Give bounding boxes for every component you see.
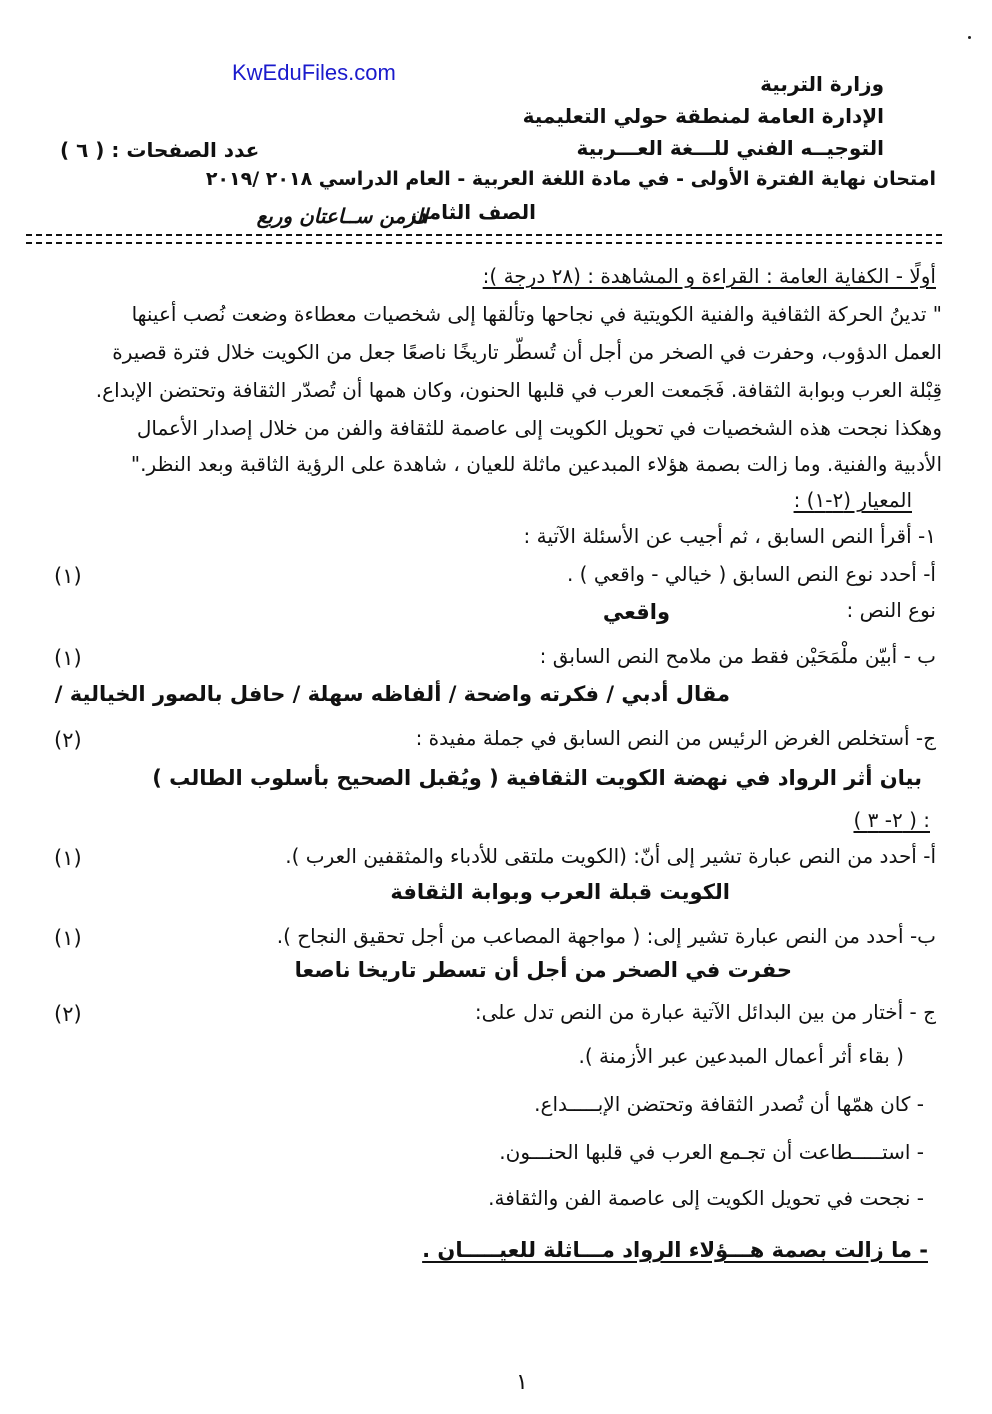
- question-mark: (١): [54, 846, 82, 870]
- scan-speck: [968, 36, 971, 39]
- question2-c: ج - أختار من بين البدائل الآتية عبارة من النص تدل على:: [474, 1000, 936, 1024]
- passage-line: " تدينُ الحركة الثقافية والفنية الكويتية في نجاحها وتألقها إلى شخصيات معطاءة وضعت نُصب أعينها: [131, 302, 942, 326]
- question-a: أ- أحدد نوع النص السابق ( خيالي - واقعي ) .: [566, 562, 936, 586]
- passage-line: العمل الدؤوب، وحفرت في الصخر من أجل أن تُسطّر تاريخًا ناصعًا جعل من الكويت خلال فترة قصيرة: [112, 340, 942, 364]
- option-item-correct: - ما زالت بصمة هـــؤلاء الرواد مـــاثلة للعيـــــان .: [422, 1238, 928, 1262]
- passage-line: الأدبية والفنية. وما زالت بصمة هؤلاء المبدعين ماثلة للعيان ، شاهدة على الرؤية الثاقبة وبعد النظر.": [130, 452, 942, 476]
- header-separator: [26, 234, 942, 244]
- question2-c-prompt: ( بقاء أثر أعمال المبدعين عبر الأزمنة ).: [578, 1044, 904, 1068]
- grade-label: الصف الثامن: [410, 200, 536, 224]
- department-name: التوجيــه الفني للـــغة العـــربية: [576, 136, 884, 160]
- passage-line: قِبْلة العرب وبوابة الثقافة. فَجَمعت العرب في قلبها الحنون، وكان همها أن تُصدّر الثقافة وتحتضن الإبداع.: [95, 378, 942, 402]
- exam-title: امتحان نهاية الفترة الأولى - في مادة اللغة العربية - العام الدراسي ٢٠١٨ /٢٠١٩: [205, 168, 936, 190]
- answer-text-type: واقعي: [602, 600, 670, 624]
- option-item: - كان همّها أن تُصدر الثقافة وتحتضن الإبـــــداع.: [534, 1092, 924, 1116]
- exam-time: الزمن ســاعتان وربع: [256, 204, 428, 228]
- question-mark: (٢): [54, 728, 82, 752]
- question-c: ج- أستخلص الغرض الرئيس من النص السابق في جملة مفيدة :: [415, 726, 936, 750]
- answer2-a: الكويت قبلة العرب وبوابة الثقافة: [390, 880, 730, 904]
- option-item: - استـــــطاعت أن تجـمع العرب في قلبها الحنـــون.: [499, 1140, 924, 1164]
- page-number: ١: [516, 1370, 528, 1395]
- text-type-label: نوع النص :: [846, 598, 936, 622]
- answer-features: مقال أدبي / فكرته واضحة / ألفاظه سهلة / حافل بالصور الخيالية /: [54, 682, 730, 706]
- question-mark: (١): [54, 564, 82, 588]
- passage-line: وهكذا نجحت هذه الشخصيات في تحويل الكويت إلى عاصمة للثقافة والفن من خلال إصدار الأعمال: [136, 416, 942, 440]
- option-item: - نجحت في تحويل الكويت إلى عاصمة الفن والثقافة.: [488, 1186, 924, 1210]
- question2-a: أ- أحدد من النص عبارة تشير إلى أنّ: (الكويت ملتقى للأدباء والمثقفين العرب ).: [285, 844, 936, 868]
- question-mark: (١): [54, 646, 82, 670]
- criterion-2: ( ٢- ٣ ) :: [853, 808, 930, 832]
- question-b: ب - أبيّن ملْمَحَيْن فقط من ملامح النص السابق :: [539, 644, 936, 668]
- answer-purpose: بيان أثر الرواد في نهضة الكويت الثقافية ( ويُقبل الصحيح بأسلوب الطالب ): [152, 766, 922, 790]
- ministry-name: وزارة التربية: [760, 72, 884, 96]
- website-watermark[interactable]: KwEduFiles.com: [232, 60, 396, 85]
- question-mark: (١): [54, 926, 82, 950]
- section-title: أولًا - الكفاية العامة : القراءة و المشاهدة : (٢٨ درجة ):: [482, 264, 936, 288]
- question2-b: ب- أحدد من النص عبارة تشير إلى: ( مواجهة المصاعب من أجل تحقيق النجاح ).: [276, 924, 936, 948]
- answer2-b: حفرت في الصخر من أجل أن تسطر تاريخا ناصعا: [294, 958, 792, 982]
- directorate-name: الإدارة العامة لمنطقة حولي التعليمية: [522, 104, 884, 128]
- question-mark: (٢): [54, 1002, 82, 1026]
- instruction: ١- أقرأ النص السابق ، ثم أجيب عن الأسئلة الآتية :: [523, 524, 936, 548]
- page-count: عدد الصفحات : ( ٦ ): [60, 138, 260, 162]
- criterion-1: المعيار (٢-١) :: [793, 488, 912, 512]
